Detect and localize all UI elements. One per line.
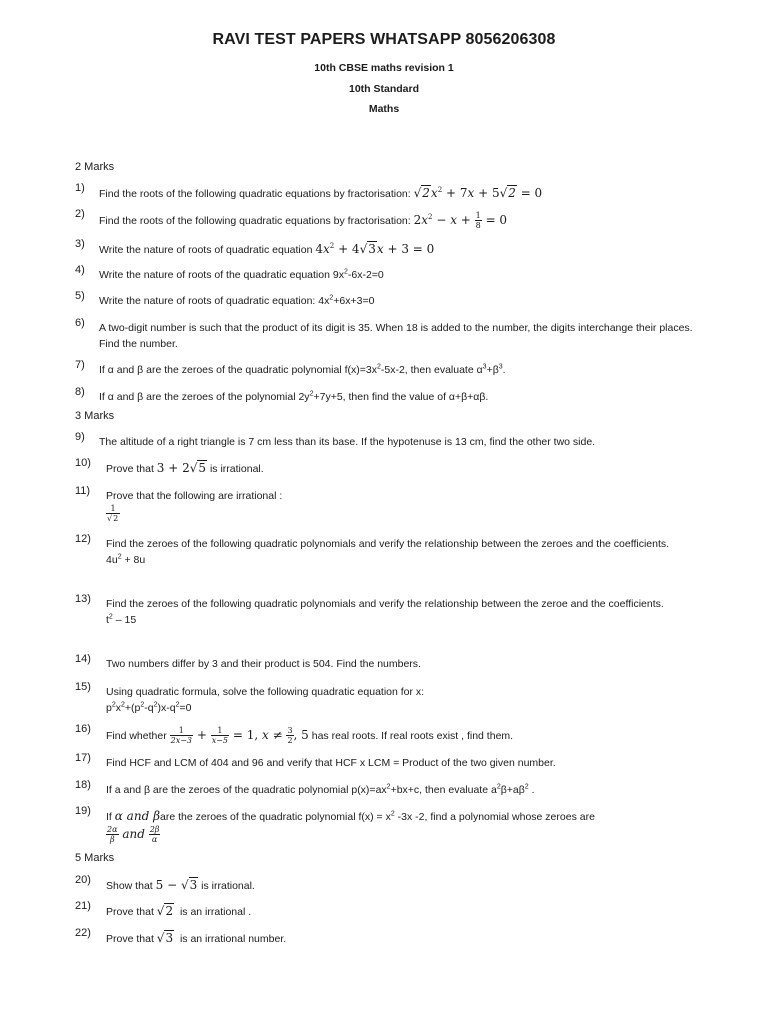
- question-text: If: [106, 811, 112, 823]
- question-6: [75, 317, 695, 352]
- question-text: A two-digit number is such that the product of its digit is 35. When 18 is added to the number, the digits interchange their places. Find the number.: [99, 322, 693, 350]
- question-text: Find the zeroes of the following quadratic polynomials and verify the relationship between the zeroe and the coefficients.: [106, 598, 664, 610]
- question-number: 11): [75, 485, 91, 497]
- question-number: 2): [75, 208, 85, 220]
- question-text-cont: has real roots. If real roots exist , find them.: [311, 730, 514, 742]
- page-title: RAVI TEST PAPERS WHATSAPP 8056206308: [212, 31, 556, 48]
- section-heading-5-marks: 5 Marks: [75, 852, 115, 864]
- question-1: [75, 182, 695, 202]
- polynomial-cont: – 15: [112, 614, 137, 626]
- expression: √3: [156, 931, 174, 945]
- question-text: Write the nature of roots of quadratic equation: 4x: [99, 295, 330, 307]
- zeroes-expression: $\frac{2\alpha}{\beta}$ and $\frac{2\beta}{\alpha}$: [107, 825, 160, 844]
- section-heading-2-marks: 2 Marks: [75, 161, 115, 173]
- paper-subtitle: 10th CBSE maths revision 1: [314, 62, 454, 74]
- question-text-cont: .: [502, 364, 506, 376]
- question-text: Find the zeroes of the following quadratic polynomials and verify the relationship between the zeroes and the coefficients.: [106, 538, 670, 550]
- question-number: 17): [75, 752, 91, 764]
- question-text: Prove that the following are irrational :: [106, 490, 283, 502]
- question-12: 12) Find the zeroes of the following quadratic polynomials and verify the relationship between the zeroes and the coefficients. $4u^2 + 8u$: [75, 533, 670, 566]
- expression: 3 + 2√5: [156, 461, 207, 475]
- equation: $\frac{1}{2x-3}$ + $\frac{1}{x-5}$ = 1, x ≠ $\frac{3}{2}$ , 5: [170, 726, 309, 745]
- question-text: Find the roots of the following quadratic equations by fractorisation:: [99, 188, 411, 200]
- question-text: If α and β are the zeroes of the quadratic polynomial f(x)=3x: [99, 364, 377, 376]
- section-heading-3-marks: 3 Marks: [75, 410, 115, 422]
- question-8: 8) If α and β are the zeroes of the polynomial $2y^2+7y+5$, then find the value of α+β+αβ.: [75, 386, 489, 403]
- question-number: 3): [75, 238, 85, 250]
- question-18: 18) If a and β are the zeroes of the quadratic polynomial $p(x)=ax^2+bx+c$, then evaluate $a^2\beta+a\beta^2$ .: [75, 779, 535, 796]
- expression: α and β: [114, 809, 160, 823]
- question-number: 7): [75, 359, 85, 371]
- question-16: [75, 723, 695, 745]
- question-5: 5) Write the nature of roots of quadratic equation: $4x^2+6x+3=0$: [75, 290, 375, 307]
- question-text: Find the roots of the following quadratic equations by fractorisation:: [99, 215, 411, 227]
- question-19: 19) If α and βare the zeroes of the quadratic polynomial $f(x) = x^2$ -3x -2, find a polynomial whose zeroes are $\frac{2\alpha}{\beta}$ and $\frac{2\beta}{\alpha}$: [75, 805, 595, 844]
- question-number: 22): [75, 927, 91, 939]
- question-2: [75, 208, 695, 230]
- question-text-cont: is an irrational number.: [179, 933, 287, 945]
- question-21: [75, 900, 695, 920]
- question-text-cont: -6x-2=0: [347, 269, 384, 281]
- polynomial-cont: + 8u: [121, 554, 146, 566]
- question-number: 16): [75, 723, 91, 735]
- question-15: [75, 681, 695, 716]
- question-number: 15): [75, 681, 91, 693]
- question-13: 13) Find the zeroes of the following quadratic polynomials and verify the relationship between the zeroe and the coefficients. $t^2 - 15$: [75, 593, 664, 626]
- question-22: [75, 927, 695, 947]
- question-text: The altitude of a right triangle is 7 cm less than its base. If the hypotenuse is 13 cm, find the other two side.: [99, 436, 596, 448]
- question-text-cont: -3x -2, find a polynomial whose zeroes are: [394, 811, 595, 823]
- polynomial: t: [106, 614, 109, 626]
- polynomial: 4u: [106, 554, 118, 566]
- question-text-cont: +bx+c, then evaluate a: [390, 784, 497, 796]
- subject-label: Maths: [368, 103, 400, 115]
- question-text-cont: +7y+5, then find the value of α+β+αβ.: [313, 391, 489, 403]
- question-14: [75, 653, 695, 672]
- question-text-cont: is an irrational .: [179, 906, 252, 918]
- question-text: Using quadratic formula, solve the following quadratic equation for x:: [106, 686, 425, 698]
- fraction-expression: $\frac{1}{√2}$: [107, 504, 119, 523]
- equation: $√2x^2 + 7x + 5√2 = 0$: [413, 186, 543, 200]
- question-9: [75, 431, 695, 450]
- question-number: 10): [75, 457, 91, 469]
- question-11: [75, 485, 695, 523]
- question-text-cont: -5x-2, then evaluate α: [380, 364, 483, 376]
- question-number: 13): [75, 593, 91, 605]
- question-number: 19): [75, 805, 91, 817]
- question-text: If α and β are the zeroes of the polynomial 2y: [99, 391, 310, 403]
- question-text-cont: β+aβ: [500, 784, 525, 796]
- question-20: [75, 874, 695, 894]
- question-number: 6): [75, 317, 85, 329]
- equation: $2x^2 - x$ + $\frac{1}{8}$ = 0: [413, 211, 508, 230]
- question-text: Show that: [106, 880, 153, 892]
- question-7: 7) If α and β are the zeroes of the quadratic polynomial $f(x)=3x^2-5x-2$, then evaluate $\alpha^3+\beta^3$.: [75, 359, 506, 376]
- equation: $p^2x^2+(p^2-q^2)x-q^2=0$: [106, 701, 192, 714]
- question-text: Prove that: [106, 906, 154, 918]
- question-text-cont: +6x+3=0: [333, 295, 375, 307]
- question-number: 18): [75, 779, 91, 791]
- question-4: 4) Write the nature of roots of the quadratic equation $9x^2-6x-2=0$: [75, 264, 384, 281]
- question-number: 9): [75, 431, 85, 443]
- question-text: Prove that: [106, 933, 154, 945]
- question-number: 14): [75, 653, 91, 665]
- question-number: 8): [75, 386, 85, 398]
- question-number: 21): [75, 900, 91, 912]
- expression: 5 − √3: [155, 878, 198, 892]
- question-number: 1): [75, 182, 85, 194]
- question-text: Write the nature of roots of quadratic equation: [99, 244, 313, 256]
- question-3: [75, 238, 695, 258]
- question-number: 5): [75, 290, 85, 302]
- question-text-cont: +β: [486, 364, 499, 376]
- question-text: Prove that: [106, 463, 154, 475]
- expression: √2: [156, 904, 174, 918]
- question-text-cont: .: [528, 784, 535, 796]
- standard-label: 10th Standard: [348, 83, 419, 95]
- question-text: Find HCF and LCM of 404 and 96 and verify that HCF x LCM = Product of the two given number.: [106, 757, 556, 769]
- question-10: [75, 457, 695, 477]
- question-text-cont: are the zeroes of the quadratic polynomial f(x) = x: [160, 811, 391, 823]
- question-text-cont: is irrational.: [209, 463, 264, 475]
- question-17: [75, 752, 695, 771]
- question-number: 12): [75, 533, 91, 545]
- question-text-cont: is irrational.: [201, 880, 255, 892]
- question-text: If a and β are the zeroes of the quadratic polynomial p(x)=ax: [106, 784, 387, 796]
- question-text: Two numbers differ by 3 and their product is 504. Find the numbers.: [106, 658, 421, 670]
- question-number: 4): [75, 264, 85, 276]
- equation: $4x^2 + 4√3x + 3 = 0$: [315, 242, 435, 256]
- question-number: 20): [75, 874, 91, 886]
- question-text: Write the nature of roots of the quadratic equation 9x: [99, 269, 344, 281]
- question-text: Find whether: [106, 730, 167, 742]
